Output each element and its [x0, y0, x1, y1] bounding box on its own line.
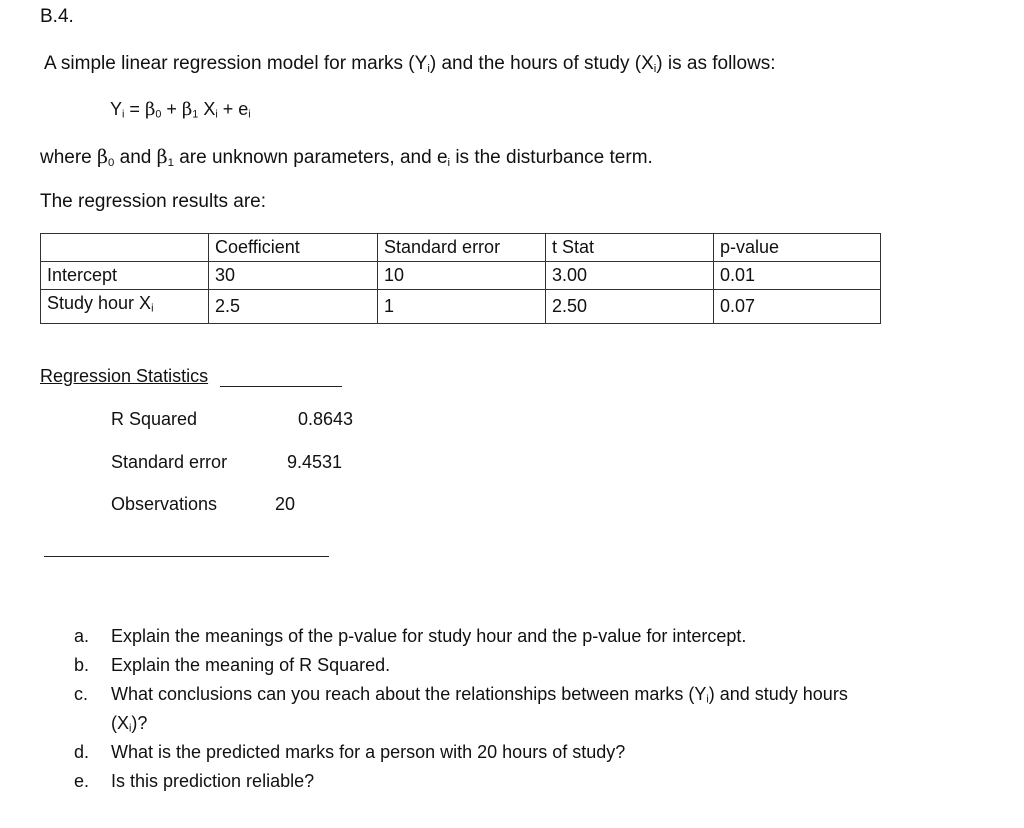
- table-header-row: [41, 234, 881, 262]
- observations-label: Observations: [111, 494, 218, 514]
- standard-error-label: Standard error: [111, 452, 228, 472]
- question-b-text: Explain the meaning of R Squared.: [111, 655, 391, 675]
- regression-statistics-title: Regression Statistics: [40, 366, 209, 386]
- intro-sentence: A simple linear regression model for marks $(Y_i)$ and the hours of study $(X_i)$ is as follows:: [44, 53, 776, 75]
- question-b-letter: b.: [74, 655, 90, 675]
- question-c-text-continued: $(X_i)$?: [111, 713, 148, 735]
- table-cell: Intercept: [41, 262, 209, 290]
- regression-table: [40, 233, 881, 324]
- question-c-text: What conclusions can you reach about the relationships between marks $(Y_i)$ and study hours: [111, 684, 848, 706]
- table-header-cell: p-value: [714, 234, 881, 262]
- question-d-letter: d.: [74, 742, 90, 762]
- table-cell: 3.00: [546, 262, 714, 290]
- question-c-letter: c.: [74, 684, 89, 704]
- r-squared-value: 0.8643: [298, 409, 354, 429]
- results-label: The regression results are:: [40, 191, 266, 212]
- table-cell: 10: [378, 262, 546, 290]
- observations-value: 20: [275, 494, 296, 514]
- table-cell: 2.5: [209, 290, 378, 324]
- divider-line: [44, 556, 329, 557]
- table-row: [41, 262, 881, 290]
- table-row: [41, 290, 881, 324]
- question-number: B.4.: [40, 6, 74, 27]
- table-cell: Study hour $X_i$: [41, 290, 209, 324]
- table-cell: 2.50: [546, 290, 714, 324]
- question-e-text: Is this prediction reliable?: [111, 771, 315, 791]
- table-header-cell: [41, 234, 209, 262]
- r-squared-label: R Squared: [111, 409, 198, 429]
- table-header-cell: Standard error: [378, 234, 546, 262]
- table-header-cell: Coefficient: [209, 234, 378, 262]
- table-cell: 30: [209, 262, 378, 290]
- where-clause: where $\beta_0$ and $\beta_1$ are unknown parameters, and $e_i$ is the disturbance term.: [40, 146, 653, 169]
- model-equation: $Y_i = \beta_0 + \beta_1$ $X_i + e_i$: [110, 99, 251, 121]
- title-underline: [220, 386, 342, 387]
- table-cell: 1: [378, 290, 546, 324]
- question-d-text: What is the predicted marks for a person with 20 hours of study?: [111, 742, 626, 762]
- question-e-letter: e.: [74, 771, 90, 791]
- table-cell: 0.01: [714, 262, 881, 290]
- table-header-cell: t Stat: [546, 234, 714, 262]
- table-cell: 0.07: [714, 290, 881, 324]
- question-a-text: Explain the meanings of the p-value for study hour and the p-value for intercept.: [111, 626, 747, 646]
- standard-error-value: 9.4531: [287, 452, 343, 472]
- question-a-letter: a.: [74, 626, 90, 646]
